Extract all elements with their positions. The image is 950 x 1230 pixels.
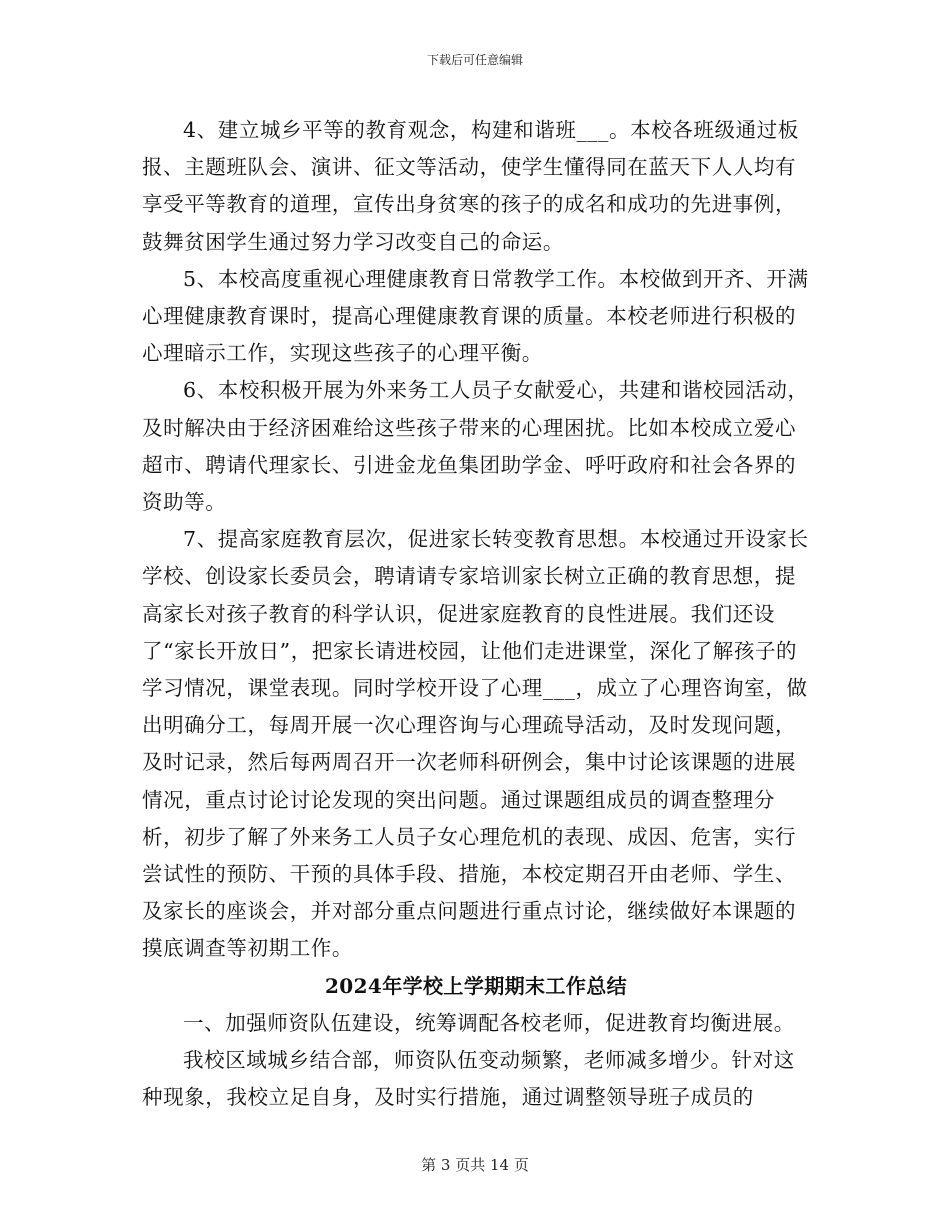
page-number: 第 3 页共 14 页 [421, 1156, 529, 1174]
paragraph-item-6: 6、本校积极开展为外来务工人员子女献爱心，共建和谐校园活动，及时解决由于经济困难给这些孩子带来的心理困扰。比如本校成立爱心超市、聘请代理家长、引进金龙鱼集团助学金、呼吁政府和社会各界的资助等。 [142, 378, 809, 515]
section-paragraph-2: 我校区域城乡结合部，师资队伍变动频繁，老师减多增少。针对这种现象，我校立足自身，及时实行措施，通过调整领导班子成员的 [142, 1048, 795, 1110]
page-header: 下载后可任意编辑 [426, 53, 523, 67]
document-body [142, 112, 810, 1116]
section-paragraph-1: 一、加强师资队伍建设，统筹调配各校老师，促进教育均衡进展。 [183, 1010, 795, 1035]
paragraph-item-5: 5、本校高度重视心理健康教育日常教学工作。本校做到开齐、开满心理健康教育课时，提高心理健康教育课的质量。本校老师进行积极的心理暗示工作，实现这些孩子的心理平衡。 [142, 266, 809, 366]
paragraph-item-7: 7、提高家庭教育层次，促进家长转变教育思想。本校通过开设家长学校、创设家长委员会，聘请请专家培训家长树立正确的教育思想，提高家长对孩子教育的科学认识，促进家庭教育的良性进展。我们还设了“家长开放日”，把家长请进校园，让他们走进课堂，深化了解孩子的学习情况，课堂表现。同时学校开设了心理___，成立了心理咨询室，做出明确分工，每周开展一次心理咨询与心理疏导活动，及时发现问题，及时记录，然后每两周召开一次老师科研例会，集中讨论该课题的进展情况，重点讨论讨论发现的突出问题。通过课题组成员的调查整理分析，初步了解了外来务工人员子女心理危机的表现、成因、危害，实行尝试性的预防、干预的具体手段、措施，本校定期召开由老师、学生、及家长的座谈会，并对部分重点问题进行重点讨论，继续做好本课题的摸底调查等初期工作。 [142, 527, 809, 961]
section-title: 2024年学校上学期期末工作总结 [324, 973, 628, 998]
paragraph-item-4: 4、建立城乡平等的教育观念，构建和谐班___。本校各班级通过板报、主题班队会、演讲、征文等活动，使学生懂得同在蓝天下人人均有享受平等教育的道理，宣传出身贫寒的孩子的成名和成功的先进事例，鼓舞贫困学生通过努力学习改变自己的命运。 [142, 118, 799, 254]
